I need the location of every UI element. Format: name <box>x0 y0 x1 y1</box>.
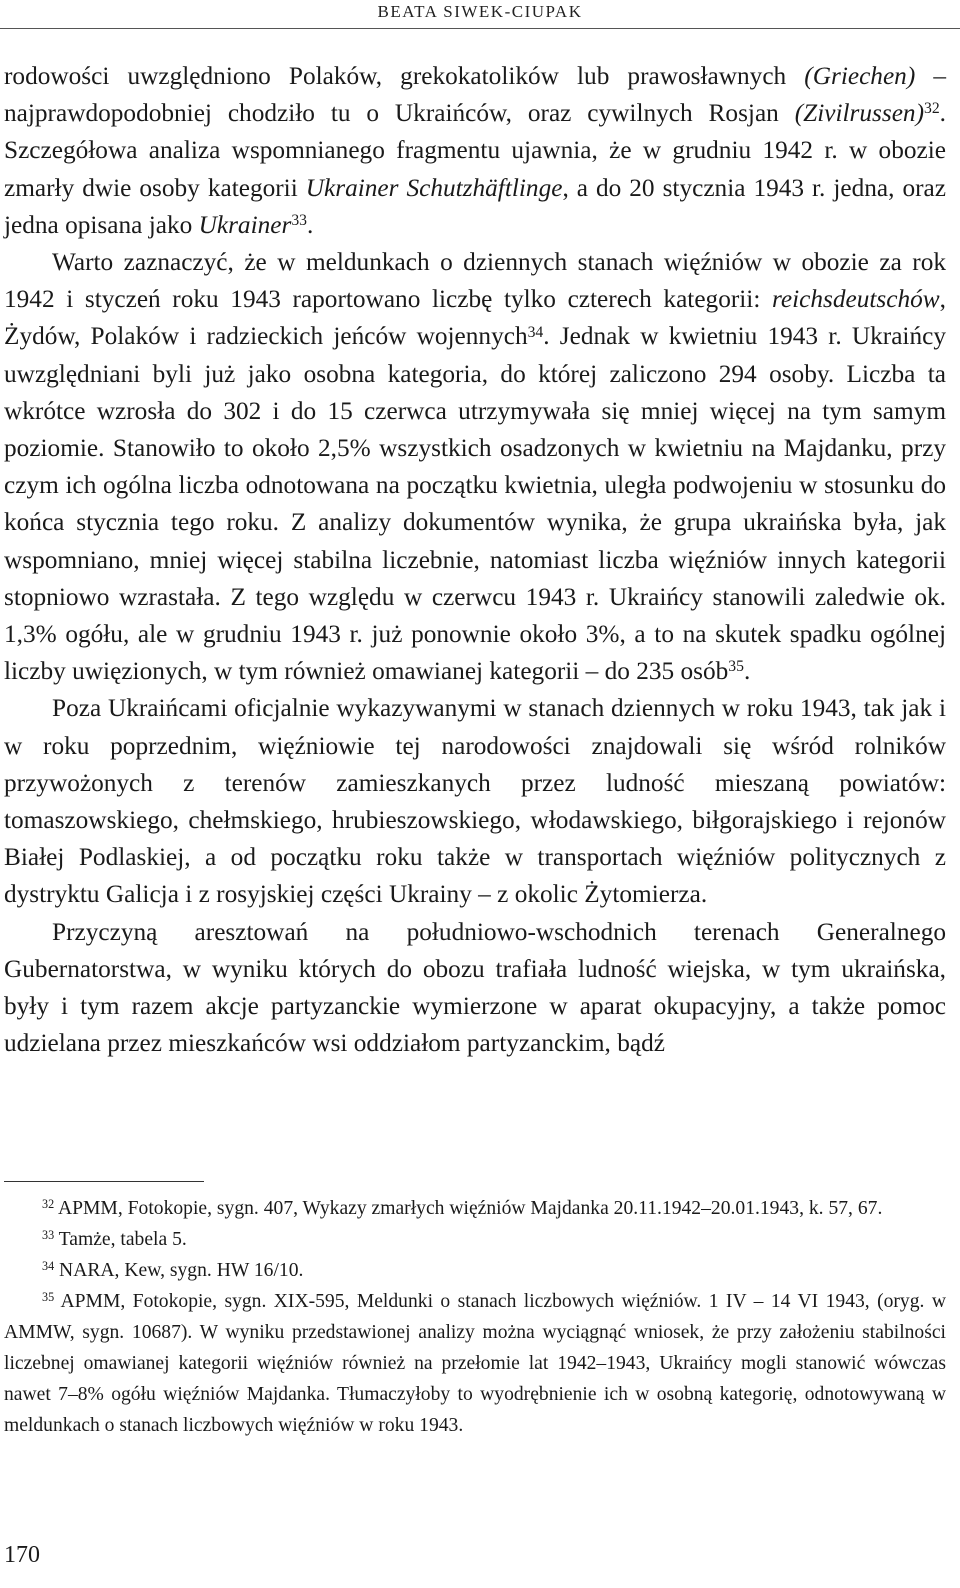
footnote-number: 33 <box>42 1227 55 1242</box>
footnote-33 <box>4 1224 946 1255</box>
footnote-34 <box>4 1255 946 1286</box>
footnote-ref-34[interactable]: 34 <box>527 323 544 341</box>
footnote-number: 34 <box>42 1258 55 1273</box>
footnotes <box>4 1193 946 1441</box>
text-run: . <box>743 657 751 686</box>
footnote-number: 32 <box>42 1196 55 1211</box>
text-run: . <box>307 210 314 239</box>
text-run: Warto zaznaczyć, że w meldunkach o dziennych stanach więźniów w obozie za rok 1942 i styczeń roku 1943 raportowano liczbę tylko czterech kategorii: <box>4 248 946 314</box>
italic-term: reichsdeutschów <box>771 285 940 314</box>
footnote-32 <box>4 1193 946 1224</box>
footnote-35 <box>4 1286 946 1441</box>
text-run: . Jednak w kwietniu 1943 r. Ukraińcy uwzględniani byli już jako osobna kategoria, do której zaliczono 294 osoby. Liczba ta wkrótce wzrosła do 302 i do 15 czerwca utrzymywała się mniej więcej na tym samym poziomie. Stanowiło to około 2,5% wszystkich osadzonych w kwietniu na Majdanku, przy czym ich ogólna liczba odnotowana na początku kwietnia, uległa podwojeniu w stosunku do końca stycznia tego roku. Z analizy dokumentów wynika, że grupa ukraińska była, jak wspomniano, mniej więcej stabilna liczebnie, natomiast liczba więźniów innych kategorii stopniowo wzrastała. Z tego względu w czerwcu 1943 r. Ukraińcy stanowili zaledwie ok. 1,3% ogółu, ale w grudniu 1943 r. już ponownie około 3%, a to na skutek spadku ogólnej liczby uwięzionych, w tym również omawianej kategorii – do 235 osób <box>4 322 946 686</box>
footnote-text: NARA, Kew, sygn. HW 16/10. <box>54 1260 304 1281</box>
italic-term: (Griechen) <box>804 62 916 90</box>
italic-term: (Zivilrussen) <box>794 99 924 128</box>
text-run: , Żydów, Polaków i radzieckich jeńców wojennych <box>4 285 946 351</box>
footnote-text: APMM, Fotokopie, sygn. XIX-595, Meldunki o stanach liczbowych więźniów. 1 IV – 14 VI 1943, (oryg. w AMMW, sygn. 10687). W wyniku przedstawionej analizy można wyciągnąć wniosek, że przy założeniu stabilności liczebnej omawianej kategorii więźniów również na przełomie lat 1942–1943, Ukraińcy mogli stanowić wówczas nawet 7–8% ogółu więźniów Majdanka. Tłumaczyłoby to wyodrębnienie ich w osobną kategorię, odnotowywaną w meldunkach o stanach liczbowych więźniów w roku 1943. <box>4 1291 946 1436</box>
paragraph-1 <box>4 58 946 244</box>
main-text <box>4 58 946 1062</box>
paragraph-2 <box>4 244 946 690</box>
footnote-number: 35 <box>42 1289 55 1304</box>
footnote-ref-33[interactable]: 33 <box>291 211 308 229</box>
running-header <box>0 0 960 29</box>
footnote-text: APMM, Fotokopie, sygn. 407, Wykazy zmarłych więźniów Majdanka 20.11.1942–20.01.1943, k. 57, 67. <box>54 1198 883 1219</box>
italic-term: Ukrainer <box>198 210 292 239</box>
italic-term: Ukrainer Schutzhäftlinge <box>305 173 563 202</box>
footnote-ref-32[interactable]: 32 <box>924 100 940 118</box>
running-head-author: BEATA SIWEK-CIUPAK <box>377 2 583 21</box>
paragraph-3: Poza Ukraińcami oficjalnie wykazywanymi w stanach dziennych w roku 1943, tak jak i w roku poprzednim, więźniowie tej narodowości znajdowali się wśród rolników przywożonych z terenów zamieszkanych przez ludność mieszaną powiatów: tomaszowskiego, chełmskiego, hrubieszowskiego, włodawskiego, biłgorajskiego i rejonów Białej Podlaskiej, a od początku roku także w transportach więźniów politycznych z dystryktu Galicja i z rosyjskiej części Ukrainy – z okolic Żytomierza. <box>4 694 946 909</box>
page-number: 170 <box>4 1542 40 1568</box>
footnote-ref-35[interactable]: 35 <box>728 658 744 676</box>
paragraph-4: Przyczyną aresztowań na południowo-wschodnich terenach Generalnego Gubernatorstwa, w wyniku których do obozu trafiała ludność wiejska, w tym ukraińska, były i tym razem akcje partyzanckie wymierzone w aparat okupacyjny, a także pomoc udzielana przez mieszkańców wsi oddziałom partyzanckim, bądź <box>4 917 946 1058</box>
text-run: . Szczegółowa analiza wspomnianego fragmentu ujawnia, że w grudniu 1942 r. w obozie zmarły dwie osoby kategorii <box>4 99 946 202</box>
text-run: , a do 20 stycznia 1943 r. jedna, oraz jedna opisana jako <box>4 173 947 239</box>
text-run: – najprawdopodobniej chodziło tu o Ukraińców, oraz cywilnych Rosjan <box>4 62 946 128</box>
text-run: rodowości uwzględniono Polaków, grekokatolików lub prawosławnych <box>4 62 805 90</box>
footnote-separator <box>4 1181 204 1182</box>
footnote-text: Tamże, tabela 5. <box>54 1229 187 1250</box>
